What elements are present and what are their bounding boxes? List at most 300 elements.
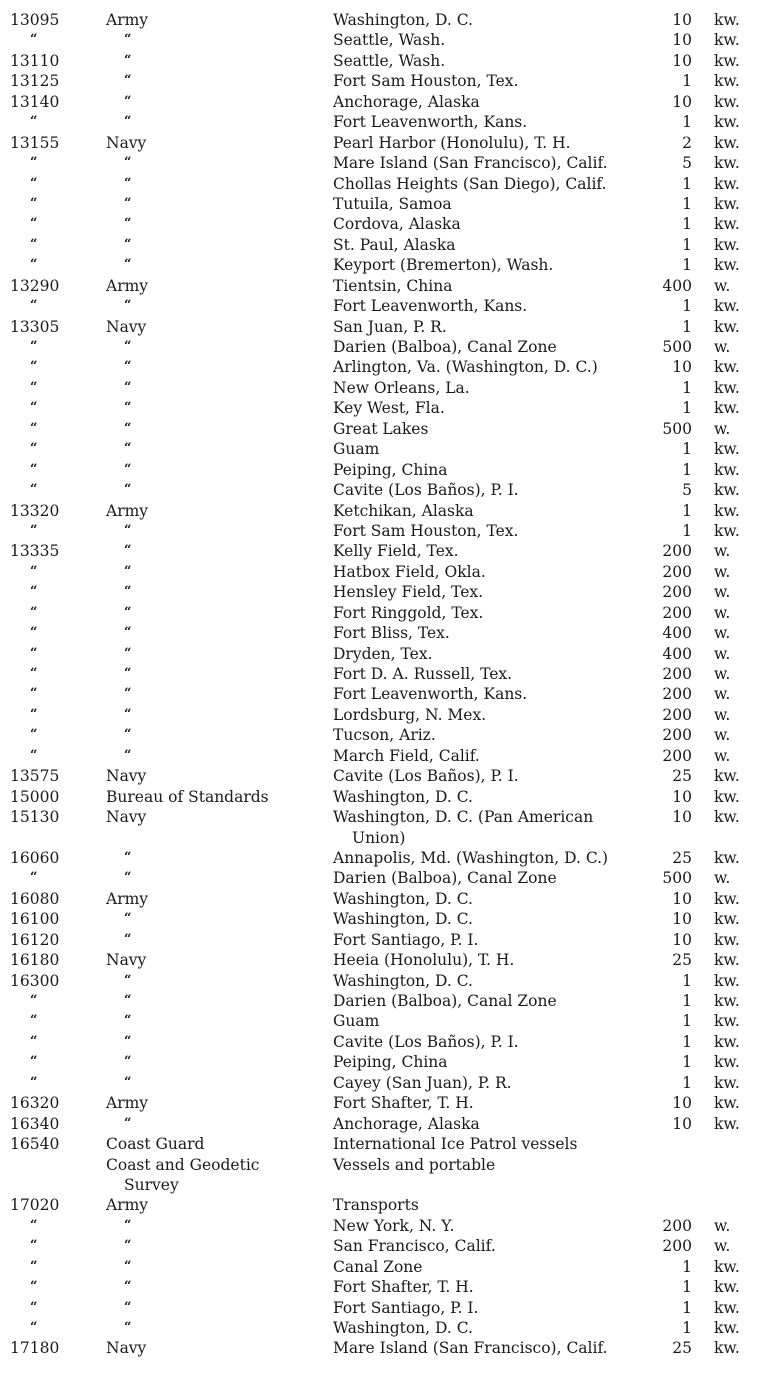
frequency-cell: 16120 [10,930,60,949]
power-cell: 400 [662,644,692,663]
table-row [0,664,765,684]
table-row [0,766,765,786]
department-cell: “ [124,1033,132,1049]
department-cell: Army [106,11,149,29]
unit-cell: kw. [714,767,740,786]
location-cell: Fort Leavenworth, Kans. [333,297,528,316]
table-row [0,1216,765,1236]
department-cell: “ [124,1013,132,1029]
table-row [0,1052,765,1072]
unit-cell: kw. [714,992,740,1010]
department-cell: “ [124,1258,132,1274]
location-cell: Hensley Field, Tex. [333,583,484,602]
location-cell: Seattle, Wash. [333,31,446,50]
unit-cell: kw. [714,951,740,970]
power-cell: 1 [682,1073,692,1092]
table-row [0,51,765,71]
unit-cell: kw. [714,51,740,70]
power-cell: 200 [662,705,692,724]
frequency-cell: “ [30,32,38,48]
table-row [0,1134,765,1154]
location-cell: Washington, D. C. [333,11,473,29]
location-cell: Darien (Balboa), Canal Zone [333,992,557,1010]
table-row [0,930,765,950]
power-cell: 200 [662,583,692,602]
location-cell: Hatbox Field, Okla. [333,562,486,581]
department-cell: “ [124,1238,132,1254]
power-cell: 10 [672,51,692,70]
location-cell: Washington, D. C. [333,971,473,990]
power-cell: 10 [672,1114,692,1133]
frequency-cell: “ [30,114,38,130]
frequency-cell: 16320 [10,1094,60,1113]
power-cell: 1 [682,174,692,193]
frequency-cell: “ [30,1013,38,1029]
frequency-cell: “ [30,155,38,171]
table-row [0,92,765,112]
power-cell: 1 [682,256,692,275]
department-cell: “ [124,686,132,702]
department-cell: Navy [106,133,147,152]
table-row [0,1093,765,1113]
unit-cell: kw. [714,481,740,500]
department-cell: “ [124,747,132,763]
frequency-cell: “ [30,584,38,600]
power-cell: 2 [682,133,692,152]
table-row [0,480,765,500]
location-cell: Washington, D. C. [333,889,473,908]
department-cell: “ [124,931,132,947]
department-cell: Navy [106,1339,147,1358]
department-cell: “ [124,911,132,927]
location-cell: Chollas Heights (San Diego), Calif. [333,174,607,193]
frequency-cell: 13320 [10,501,60,520]
power-cell: 1 [682,992,692,1010]
table-row [0,705,765,725]
table-row [0,623,765,643]
location-cell: Transports [333,1196,419,1215]
unit-cell: kw. [714,1053,740,1072]
unit-cell: kw. [714,971,740,990]
frequency-cell: “ [30,686,38,702]
frequency-cell: 13290 [10,276,60,295]
frequency-cell: 15130 [10,808,60,827]
frequency-cell: “ [30,747,38,763]
table-row [0,1011,765,1031]
table-row [0,889,765,909]
unit-cell: kw. [714,31,740,50]
unit-cell: w. [714,276,731,295]
power-cell: 25 [672,767,692,786]
unit-cell: kw. [714,154,740,173]
table-row [0,971,765,991]
unit-cell: kw. [714,1114,740,1133]
power-cell: 200 [662,685,692,704]
frequency-cell: “ [30,482,38,498]
location-cell: Key West, Fla. [333,399,445,418]
location-cell: Fort Leavenworth, Kans. [333,685,528,704]
power-cell: 500 [662,869,692,888]
unit-cell: kw. [714,1278,740,1297]
table-row [0,317,765,337]
location-cell: Annapolis, Md. (Washington, D. C.) [333,848,609,867]
department-cell: Army [106,889,149,908]
department-cell: Bureau of Standards [106,787,269,806]
frequency-cell: “ [30,563,38,579]
unit-cell: w. [714,603,731,622]
frequency-cell: 17020 [10,1196,60,1215]
power-cell: 10 [672,31,692,50]
power-cell: 10 [672,930,692,949]
unit-cell: kw. [714,930,740,949]
table-row [0,419,765,439]
location-cell: Union) [352,828,406,847]
table-row [0,1338,765,1358]
unit-cell: kw. [714,910,740,929]
unit-cell: kw. [714,848,740,867]
power-cell: 1 [682,460,692,479]
power-cell: 1 [682,399,692,418]
unit-cell: w. [714,705,731,724]
location-cell: San Juan, P. R. [333,317,447,336]
frequency-cell: “ [30,257,38,273]
unit-cell: w. [714,624,731,643]
location-cell: Fort Santiago, P. I. [333,930,479,949]
power-cell: 1 [682,378,692,397]
frequency-cell: “ [30,604,38,620]
unit-cell: kw. [714,521,740,540]
location-cell: International Ice Patrol vessels [333,1135,578,1154]
unit-cell: w. [714,726,731,745]
power-cell: 10 [672,808,692,827]
power-cell: 1 [682,1032,692,1051]
power-cell: 25 [672,1339,692,1358]
frequency-cell: 16080 [10,889,60,908]
power-cell: 500 [662,419,692,438]
frequency-cell: “ [30,441,38,457]
department-cell: Navy [106,808,147,827]
department-cell: “ [124,1320,132,1335]
unit-cell: kw. [714,235,740,254]
unit-cell: kw. [714,787,740,806]
location-cell: Fort Sam Houston, Tex. [333,521,519,540]
power-cell: 1 [682,1278,692,1297]
table-row [0,255,765,275]
table-row [0,1073,765,1093]
unit-cell: w. [714,746,731,765]
frequency-cell: 13125 [10,72,60,91]
frequency-cell: “ [30,666,38,681]
frequency-cell: “ [30,400,38,416]
power-cell: 10 [672,787,692,806]
frequency-cell: 13140 [10,92,60,111]
frequency-cell: “ [30,1258,38,1274]
table-row [0,603,765,623]
frequency-cell: 16100 [10,910,60,929]
power-cell: 1 [682,1298,692,1317]
power-cell: 1 [682,297,692,316]
department-cell: “ [124,461,132,477]
frequency-cell: 13335 [10,542,60,561]
department-cell: “ [124,359,132,375]
table-row [0,460,765,480]
unit-cell: kw. [714,378,740,397]
department-cell: Army [106,501,149,520]
location-cell: Canal Zone [333,1257,423,1276]
unit-cell: kw. [714,460,740,479]
location-cell: Lordsburg, N. Mex. [333,705,487,724]
unit-cell: kw. [714,1257,740,1276]
table-row [0,787,765,807]
table-row [0,30,765,50]
unit-cell: w. [714,542,731,561]
frequency-cell: “ [30,522,38,538]
power-cell: 10 [672,11,692,29]
department-cell: “ [124,563,132,579]
frequency-cell: “ [30,993,38,1008]
power-cell: 1 [682,317,692,336]
department-cell: “ [124,1115,132,1131]
power-cell: 10 [672,358,692,377]
unit-cell: w. [714,869,731,888]
table-row [0,112,765,132]
department-cell: “ [124,93,132,109]
unit-cell: kw. [714,889,740,908]
department-cell: “ [124,1299,132,1315]
table-row [0,1277,765,1297]
location-cell: Tientsin, China [333,276,453,295]
department-cell: “ [124,400,132,416]
frequency-cell: “ [30,1238,38,1254]
power-cell: 10 [672,889,692,908]
power-cell: 25 [672,848,692,867]
location-cell: Arlington, Va. (Washington, D. C.) [333,358,598,377]
unit-cell: kw. [714,501,740,520]
table-row [0,644,765,664]
table-row [0,378,765,398]
power-cell: 200 [662,1237,692,1256]
unit-cell: kw. [714,358,740,377]
table-row [0,1318,765,1338]
table-row [0,746,765,766]
location-cell: New Orleans, La. [333,378,470,397]
unit-cell: kw. [714,317,740,336]
table-row [0,807,765,827]
location-cell: Cavite (Los Baños), P. I. [333,481,519,500]
department-cell: “ [124,482,132,498]
frequency-cell: “ [30,645,38,661]
location-cell: Cordova, Alaska [333,215,461,234]
table-row [0,1032,765,1052]
location-cell: Cavite (Los Baños), P. I. [333,1032,519,1051]
department-cell: “ [124,441,132,457]
power-cell: 1 [682,1053,692,1072]
frequency-cell: 16300 [10,971,60,990]
location-cell: Keyport (Bremerton), Wash. [333,256,554,275]
table-row [0,1236,765,1256]
department-cell: Coast and Geodetic [106,1155,260,1174]
frequency-cell: “ [30,727,38,743]
unit-cell: kw. [714,113,740,132]
power-cell: 5 [682,481,692,500]
power-cell: 200 [662,746,692,765]
table-row [0,1298,765,1318]
department-cell: “ [124,73,132,89]
table-row [0,950,765,970]
table-row [0,296,765,316]
unit-cell: kw. [714,1012,740,1031]
power-cell: 200 [662,726,692,745]
power-cell: 1 [682,215,692,234]
department-cell: “ [124,379,132,395]
power-cell: 200 [662,603,692,622]
unit-cell: kw. [714,256,740,275]
frequency-cell: “ [30,1320,38,1335]
table-row [0,398,765,418]
location-cell: Fort Sam Houston, Tex. [333,72,519,91]
frequency-cell: “ [30,175,38,191]
table-row [0,133,765,153]
table-row [0,991,765,1011]
table-row [0,439,765,459]
unit-cell: kw. [714,1339,740,1358]
power-cell: 10 [672,92,692,111]
department-cell: “ [124,195,132,211]
department-cell: Coast Guard [106,1135,205,1154]
location-cell: Ketchikan, Alaska [333,501,474,520]
location-cell: Vessels and portable [333,1155,496,1174]
location-cell: Peiping, China [333,460,448,479]
location-cell: Seattle, Wash. [333,51,446,70]
table-row [0,684,765,704]
location-cell: San Francisco, Calif. [333,1237,496,1256]
frequency-cell: 13575 [10,767,60,786]
department-cell: “ [124,155,132,171]
location-cell: Fort D. A. Russell, Tex. [333,665,513,683]
unit-cell: w. [714,1237,731,1256]
frequency-cell: “ [30,1033,38,1049]
unit-cell: kw. [714,72,740,91]
department-cell: “ [124,1054,132,1070]
location-cell: Mare Island (San Francisco), Calif. [333,1339,608,1358]
department-cell: “ [124,1279,132,1295]
department-cell: “ [124,706,132,722]
power-cell: 200 [662,542,692,561]
department-cell: Army [106,276,149,295]
unit-cell: kw. [714,1032,740,1051]
location-cell: Fort Ringgold, Tex. [333,603,484,622]
department-cell: “ [124,1217,132,1233]
location-cell: New York, N. Y. [333,1216,455,1235]
location-cell: Heeia (Honolulu), T. H. [333,951,515,970]
department-cell: “ [124,216,132,232]
power-cell: 200 [662,665,692,683]
department-cell: “ [124,1074,132,1090]
department-cell: Navy [106,767,147,786]
table-row [0,828,765,848]
department-cell: “ [124,522,132,538]
frequency-cell: “ [30,870,38,886]
frequency-cell: “ [30,1074,38,1090]
table-row [0,1195,765,1215]
unit-cell: kw. [714,215,740,234]
frequency-cell: “ [30,461,38,477]
unit-cell: w. [714,1216,731,1235]
department-cell: “ [124,543,132,559]
unit-cell: kw. [714,1319,740,1337]
location-cell: Great Lakes [333,419,429,438]
location-cell: Fort Shafter, T. H. [333,1094,474,1113]
table-row [0,214,765,234]
location-cell: Anchorage, Alaska [333,92,480,111]
location-cell: Dryden, Tex. [333,644,433,663]
location-cell: Pearl Harbor (Honolulu), T. H. [333,133,571,152]
unit-cell: kw. [714,174,740,193]
unit-cell: kw. [714,92,740,111]
location-cell: Guam [333,440,380,459]
frequency-cell: “ [30,339,38,354]
unit-cell: kw. [714,11,740,29]
department-cell: “ [124,236,132,252]
table-row [0,1155,765,1175]
table-row [0,501,765,521]
table-row [0,337,765,357]
location-cell: Darien (Balboa), Canal Zone [333,869,557,888]
frequency-cell: 13110 [10,51,60,70]
power-cell: 200 [662,562,692,581]
frequency-cell: “ [30,359,38,375]
power-cell: 1 [682,440,692,459]
unit-cell: w. [714,419,731,438]
power-cell: 1 [682,72,692,91]
department-cell: “ [124,666,132,681]
table-row [0,582,765,602]
unit-cell: kw. [714,133,740,152]
location-cell: Fort Santiago, P. I. [333,1298,479,1317]
department-cell: “ [124,993,132,1008]
department-cell: “ [124,604,132,620]
frequency-cell: 17180 [10,1339,60,1358]
location-cell: Mare Island (San Francisco), Calif. [333,154,608,173]
power-cell: 500 [662,338,692,356]
location-cell: March Field, Calif. [333,746,480,765]
power-cell: 1 [682,194,692,213]
frequency-cell: 16180 [10,951,60,970]
frequency-cell: “ [30,1279,38,1295]
department-cell: “ [124,257,132,273]
table-row [0,174,765,194]
department-cell: Navy [106,317,147,336]
power-cell: 5 [682,154,692,173]
frequency-cell: 13095 [10,11,60,29]
location-cell: Washington, D. C. [333,787,473,806]
location-cell: Cayey (San Juan), P. R. [333,1073,512,1092]
table-row [0,153,765,173]
table-row [0,357,765,377]
unit-cell: w. [714,338,731,356]
frequency-cell: 13155 [10,133,60,152]
unit-cell: kw. [714,1094,740,1113]
frequency-cell: “ [30,625,38,641]
unit-cell: w. [714,685,731,704]
department-cell: “ [124,584,132,600]
table-row [0,276,765,296]
power-cell: 25 [672,951,692,970]
unit-cell: kw. [714,1298,740,1317]
frequency-cell: 16540 [10,1135,60,1154]
department-cell: Survey [124,1175,179,1194]
frequency-cell: “ [30,216,38,232]
